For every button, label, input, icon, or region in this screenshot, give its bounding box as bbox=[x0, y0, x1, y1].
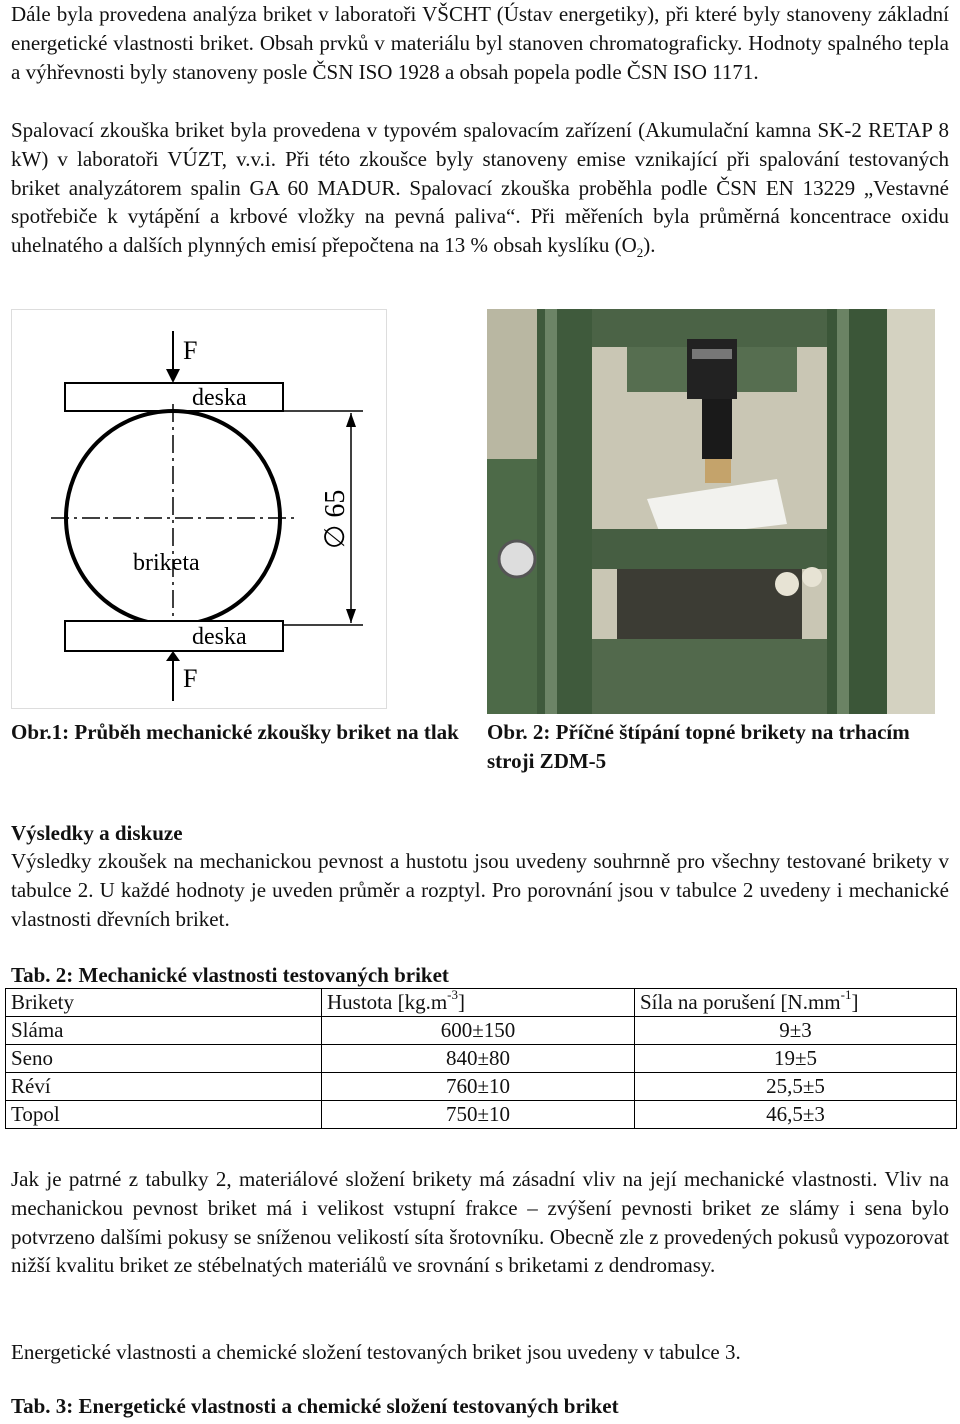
row-density: 840±80 bbox=[322, 1045, 635, 1073]
force-label-top: F bbox=[183, 336, 198, 365]
row-name: Seno bbox=[6, 1045, 322, 1073]
table-row bbox=[6, 1101, 957, 1129]
row-density: 760±10 bbox=[322, 1073, 635, 1101]
table-3-reference: Energetické vlastnosti a chemické složení testovaných briket jsou uvedeny v tabulce 3. bbox=[11, 1340, 741, 1364]
header-density-text: Hustota [kg.m bbox=[327, 990, 448, 1014]
intro-paragraph-2-text: Spalovací zkouška briket byla provedena v typovém spalovacím zařízení (Akumulační kamna SK-2 RETAP 8 kW) v laboratoři VÚZT, v.v.i. Při této zkoušce byly stanoveny emise vznikající při spalování testovaných briket analyzátorem spalin GA 60 MADUR. Spalovací zkouška proběhla podle ČSN EN 13229 „Vestavné spotřebiče k vytápění a krbové vložky na pevná paliva“. Při měřeních byla průměrná koncentrace oxidu uhelnatého a dalších plynných emisí přepočtena na 13 % obsah kyslíku (O bbox=[11, 118, 949, 258]
table-header-row bbox=[6, 989, 957, 1017]
row-force: 46,5±3 bbox=[635, 1101, 957, 1129]
figure-compression-diagram bbox=[11, 309, 387, 709]
top-plate bbox=[65, 383, 283, 411]
intro-paragraph-2-end: ). bbox=[643, 233, 656, 258]
row-name: Sláma bbox=[6, 1017, 322, 1045]
figure-2-caption: Obr. 2: Příčné štípání topné brikety na trhacím stroji ZDM-5 bbox=[487, 720, 910, 773]
table-2-title: Tab. 2: Mechanické vlastnosti testovaných briket bbox=[11, 963, 449, 987]
figure-1-caption: Obr.1: Průběh mechanické zkoušky briket na tlak bbox=[11, 720, 459, 744]
intro-paragraph-2 bbox=[11, 116, 949, 268]
table-row bbox=[6, 1017, 957, 1045]
row-name: Réví bbox=[6, 1073, 322, 1101]
header-density bbox=[322, 989, 635, 1017]
header-breaking-force bbox=[635, 989, 957, 1017]
results-heading: Výsledky a diskuze bbox=[11, 821, 183, 845]
intro-paragraph-1: Dále byla provedena analýza briket v laboratoři VŠCHT (Ústav energetiky), při které byly stanoveny základní energetické vlastnosti briket. Obsah prvků v materiálu byl stanoven chromatograficky. Hodnoty spalného tepla a výhřevnosti byly stanoveny posle ČSN ISO 1928 a obsah popela podle ČSN ISO 1171. bbox=[11, 2, 949, 84]
diameter-label: ∅ 65 bbox=[320, 489, 351, 549]
discussion-paragraph: Jak je patrné z tabulky 2, materiálové složení brikety má zásadní vliv na její mechanické vlastnosti. Vliv na mechanickou pevnost briket má i velikost vstupní frakce – zvýšení pevnosti briket ze slámy i sena bylo potvrzeno dalšími pokusy se sníženou velikostí síta šrotovníku. Obecně zle z provedených pokusů vypozorovat nižší kvalitu briket ze stébelnatých materiálů ve srovnání s briketami z dendromasy. bbox=[11, 1167, 949, 1278]
header-density-exponent: -3 bbox=[447, 987, 458, 1002]
header-briquettes: Brikety bbox=[6, 989, 322, 1017]
bottom-plate-label: deska bbox=[192, 624, 247, 650]
header-force-bracket: ] bbox=[851, 990, 859, 1014]
header-force-exponent: -1 bbox=[840, 987, 852, 1002]
table-row bbox=[6, 1045, 957, 1073]
header-density-bracket: ] bbox=[458, 990, 465, 1014]
figure-testing-machine-photo bbox=[487, 309, 935, 714]
row-force: 25,5±5 bbox=[635, 1073, 957, 1101]
force-label-bottom: F bbox=[183, 664, 198, 693]
header-force-text: Síla na porušení [N.mm bbox=[640, 990, 841, 1014]
bottom-plate bbox=[65, 621, 283, 651]
results-paragraph: Výsledky zkoušek na mechanickou pevnost a hustotu jsou uvedeny souhrnně pro všechny testované brikety v tabulce 2. U každé hodnoty je uveden průměr a rozptyl. Pro porovnání jsou v tabulce 2 uvedeny i mechanické vlastnosti dřevních briket. bbox=[11, 849, 949, 931]
row-density: 600±150 bbox=[322, 1017, 635, 1045]
mechanical-properties-table bbox=[5, 988, 957, 1129]
row-name: Topol bbox=[6, 1101, 322, 1129]
table-3-title: Tab. 3: Energetické vlastnosti a chemické složení testovaných briket bbox=[11, 1394, 619, 1418]
row-density: 750±10 bbox=[322, 1101, 635, 1129]
row-force: 19±5 bbox=[635, 1045, 957, 1073]
briquette-label: briketa bbox=[133, 550, 200, 576]
table-row bbox=[6, 1073, 957, 1101]
testing-machine-photo-svg bbox=[487, 309, 935, 714]
row-force: 9±3 bbox=[635, 1017, 957, 1045]
compression-diagram-svg bbox=[11, 309, 387, 709]
top-plate-label: deska bbox=[192, 385, 247, 411]
oxygen-subscript: 2 bbox=[636, 245, 644, 261]
